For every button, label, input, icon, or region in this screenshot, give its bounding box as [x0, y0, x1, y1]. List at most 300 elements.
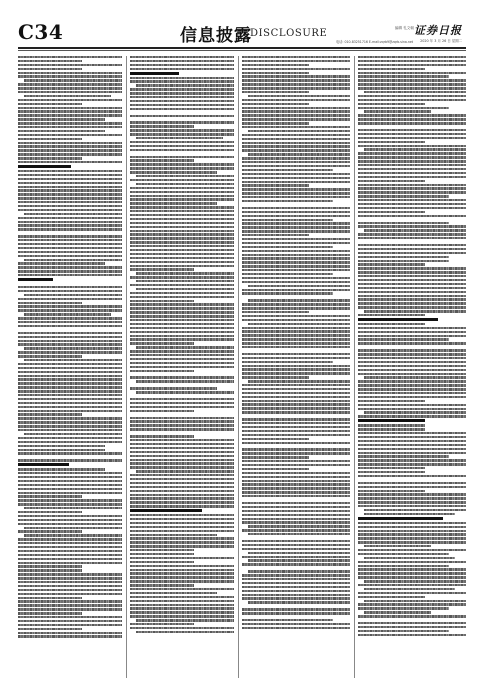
text-line	[242, 91, 309, 93]
text-line	[18, 103, 82, 105]
text-line	[358, 572, 466, 574]
text-line	[18, 138, 82, 140]
text-line	[130, 596, 234, 598]
text-line	[242, 83, 350, 85]
text-line	[18, 565, 82, 567]
text-line	[242, 118, 350, 120]
text-line	[130, 237, 234, 239]
text-line	[358, 68, 425, 70]
text-line	[364, 545, 431, 547]
text-line	[242, 529, 350, 531]
text-line	[358, 122, 466, 124]
text-line	[242, 388, 350, 390]
text-line	[18, 589, 122, 591]
text-line	[18, 247, 122, 249]
text-line	[18, 410, 122, 412]
text-line	[130, 253, 234, 255]
text-line	[358, 184, 466, 186]
text-line	[130, 530, 234, 532]
text-line	[248, 570, 350, 572]
text-line	[130, 490, 234, 492]
text-line	[18, 107, 122, 109]
text-line	[130, 358, 234, 360]
text-line	[358, 215, 466, 217]
text-line	[18, 437, 122, 439]
text-line	[18, 585, 122, 587]
text-line	[358, 440, 466, 442]
text-line	[358, 549, 466, 551]
text-line	[130, 604, 234, 606]
text-line	[358, 256, 449, 258]
heading-line	[358, 318, 438, 321]
text-line	[18, 149, 122, 151]
newspaper-masthead: 证券日报	[414, 24, 462, 37]
text-line	[242, 357, 350, 359]
text-line	[242, 307, 350, 309]
text-line	[24, 95, 111, 97]
text-line	[242, 480, 350, 482]
text-line	[18, 628, 82, 630]
text-line	[18, 530, 82, 532]
text-line	[364, 376, 466, 378]
text-line	[130, 549, 194, 551]
text-line	[18, 255, 122, 257]
text-line	[358, 118, 466, 120]
text-line	[130, 462, 234, 464]
text-line	[242, 483, 350, 485]
text-line	[130, 121, 234, 123]
text-line	[358, 295, 466, 297]
text-line	[242, 188, 350, 190]
text-line	[242, 292, 333, 294]
text-line	[242, 196, 350, 198]
text-line	[242, 142, 350, 144]
text-line	[242, 452, 350, 454]
text-line	[18, 452, 122, 454]
text-line	[364, 148, 466, 150]
text-line	[242, 456, 309, 458]
text-line	[130, 478, 234, 480]
text-line	[242, 234, 309, 236]
text-line	[18, 298, 122, 300]
text-line	[358, 436, 466, 438]
text-line	[358, 592, 466, 594]
text-line	[130, 108, 234, 110]
text-line	[242, 261, 350, 263]
text-line	[358, 388, 466, 390]
text-line	[242, 586, 350, 588]
text-line	[358, 145, 466, 147]
text-line	[242, 608, 350, 610]
text-line	[358, 622, 466, 624]
text-line	[130, 307, 234, 309]
text-line	[136, 84, 234, 86]
text-line	[358, 252, 466, 254]
text-line	[18, 421, 122, 423]
text-line	[18, 186, 122, 188]
section-title: 信息披露	[180, 26, 252, 46]
text-line	[242, 134, 350, 136]
text-line	[358, 522, 466, 524]
text-line	[358, 172, 466, 174]
text-line	[18, 122, 122, 124]
text-line	[358, 428, 425, 430]
text-line	[358, 408, 466, 410]
text-line	[18, 429, 122, 431]
text-line	[364, 580, 466, 582]
text-line	[358, 357, 466, 359]
text-line	[130, 459, 234, 461]
text-line	[18, 197, 122, 199]
text-line	[130, 249, 234, 251]
text-line	[358, 160, 466, 162]
text-line	[242, 594, 350, 596]
text-line	[24, 213, 122, 215]
text-line	[242, 257, 350, 259]
text-line	[18, 573, 122, 575]
text-line	[18, 386, 122, 388]
text-line	[242, 99, 350, 101]
text-line	[130, 60, 234, 62]
text-line	[358, 156, 466, 158]
text-line	[130, 505, 234, 507]
text-line	[358, 568, 466, 570]
text-line	[358, 323, 425, 325]
text-line	[242, 338, 350, 340]
text-line	[130, 303, 234, 305]
text-line	[358, 129, 466, 131]
text-line	[242, 361, 333, 363]
text-line	[24, 507, 122, 509]
text-line	[242, 315, 350, 317]
text-line	[358, 152, 466, 154]
text-line	[18, 134, 122, 136]
text-line	[18, 600, 122, 602]
text-line	[130, 68, 234, 70]
text-line	[242, 518, 350, 520]
text-line	[358, 207, 466, 209]
text-line	[358, 424, 425, 426]
text-line	[358, 396, 466, 398]
text-line	[130, 443, 234, 445]
text-line	[242, 468, 309, 470]
text-line	[242, 502, 350, 504]
text-line	[242, 157, 350, 159]
text-line	[130, 342, 194, 344]
text-line	[130, 104, 234, 106]
text-line	[242, 384, 350, 386]
text-line	[242, 514, 350, 516]
text-line	[242, 211, 350, 213]
text-line	[130, 474, 234, 476]
text-line	[242, 623, 350, 625]
text-line	[18, 99, 122, 101]
text-line	[130, 145, 234, 147]
text-line	[242, 254, 350, 256]
text-line	[242, 79, 350, 81]
text-line	[130, 497, 234, 499]
text-line	[18, 449, 105, 451]
text-line	[18, 286, 122, 288]
text-line	[358, 64, 466, 66]
text-line	[18, 632, 122, 634]
text-line	[358, 615, 466, 617]
text-line	[130, 569, 234, 571]
text-line	[242, 376, 309, 378]
text-line	[130, 410, 194, 412]
text-line	[242, 149, 350, 151]
text-line	[358, 561, 466, 563]
text-line	[242, 418, 350, 420]
text-line	[18, 351, 122, 353]
text-line	[18, 83, 122, 85]
text-line	[18, 382, 122, 384]
text-line	[18, 394, 122, 396]
text-line	[130, 311, 234, 313]
text-line	[242, 422, 350, 424]
text-line	[18, 56, 122, 58]
text-line	[130, 541, 234, 543]
text-line	[136, 137, 223, 139]
text-line	[358, 225, 466, 227]
text-line	[18, 110, 122, 112]
text-line	[18, 243, 122, 245]
text-line	[242, 392, 350, 394]
text-line	[358, 99, 466, 101]
text-line	[358, 526, 466, 528]
text-line	[242, 192, 350, 194]
text-line	[130, 64, 234, 66]
text-line	[130, 451, 234, 453]
text-line	[130, 522, 234, 524]
text-line	[130, 115, 234, 117]
text-line	[18, 546, 122, 548]
text-line	[358, 369, 466, 371]
text-line	[136, 272, 234, 274]
text-line	[358, 630, 449, 632]
text-line	[18, 262, 105, 264]
text-line	[130, 557, 234, 559]
text-line	[242, 464, 350, 466]
text-line	[18, 499, 122, 501]
text-line	[130, 350, 234, 352]
text-column-1	[18, 56, 122, 678]
text-line	[18, 542, 122, 544]
text-line	[130, 417, 234, 419]
heading-line	[18, 165, 71, 168]
text-line	[18, 375, 122, 377]
text-line	[242, 230, 350, 232]
text-line	[18, 91, 122, 93]
text-line	[130, 623, 194, 625]
text-line	[242, 126, 350, 128]
text-line	[18, 161, 122, 163]
text-line	[130, 163, 234, 165]
text-line	[358, 584, 466, 586]
text-line	[242, 619, 333, 621]
text-line	[130, 245, 234, 247]
text-line	[18, 635, 122, 637]
text-line	[18, 209, 122, 211]
text-line	[358, 287, 466, 289]
text-line	[358, 137, 466, 139]
text-line	[358, 114, 466, 116]
text-line	[358, 603, 466, 605]
page-number: C34	[18, 20, 64, 44]
text-line	[358, 541, 466, 543]
text-line	[18, 75, 122, 77]
text-line	[358, 180, 425, 182]
text-line	[130, 206, 234, 208]
text-line	[364, 509, 466, 511]
text-line	[18, 178, 122, 180]
text-line	[18, 577, 122, 579]
text-line	[242, 563, 350, 565]
text-line	[130, 526, 234, 528]
text-line	[358, 72, 466, 74]
text-line	[18, 468, 105, 470]
text-line	[248, 323, 350, 325]
text-line	[358, 607, 449, 609]
text-line	[358, 530, 466, 532]
text-line	[358, 373, 466, 375]
text-line	[130, 331, 234, 333]
text-line	[130, 195, 234, 197]
heading-line	[130, 72, 179, 75]
text-line	[24, 259, 122, 261]
text-line	[358, 380, 466, 382]
text-line	[18, 472, 122, 474]
text-line	[358, 626, 466, 628]
text-line	[242, 430, 350, 432]
text-column-2	[130, 56, 234, 678]
text-line	[248, 380, 350, 382]
text-line	[18, 157, 82, 159]
section-subtitle: DISCLOSURE	[250, 28, 328, 39]
text-line	[18, 274, 122, 276]
text-line	[364, 110, 431, 112]
text-line	[358, 463, 466, 465]
text-line	[130, 233, 234, 235]
text-line	[18, 68, 82, 70]
text-line	[358, 361, 466, 363]
text-line	[18, 270, 122, 272]
text-line	[242, 269, 350, 271]
text-line	[18, 425, 122, 427]
text-line	[18, 558, 122, 560]
text-line	[358, 471, 425, 473]
text-line	[242, 60, 350, 62]
text-line	[18, 612, 82, 614]
text-line	[18, 390, 122, 392]
heading-line	[130, 509, 202, 512]
text-line	[242, 460, 350, 462]
text-line	[242, 346, 350, 348]
text-line	[130, 627, 234, 629]
text-line	[242, 222, 350, 224]
text-line	[242, 597, 350, 599]
text-line	[18, 378, 122, 380]
text-line	[136, 391, 234, 393]
text-line	[136, 631, 234, 633]
text-line	[130, 376, 234, 378]
text-line	[130, 615, 234, 617]
text-line	[242, 403, 350, 405]
text-line	[364, 411, 466, 413]
text-line	[242, 411, 350, 413]
text-line	[248, 299, 350, 301]
text-line	[18, 251, 122, 253]
text-column-3	[242, 56, 350, 678]
text-line	[242, 289, 350, 291]
text-line	[136, 288, 234, 290]
text-line	[136, 183, 234, 185]
text-line	[242, 434, 350, 436]
text-line	[130, 387, 217, 389]
text-line	[242, 544, 350, 546]
text-line	[358, 168, 466, 170]
text-line	[242, 184, 309, 186]
text-line	[358, 493, 466, 495]
text-line	[18, 581, 122, 583]
text-line	[358, 87, 466, 89]
text-line	[358, 455, 449, 457]
text-line	[242, 476, 350, 478]
text-line	[130, 125, 194, 127]
text-line	[18, 305, 122, 307]
text-line	[130, 191, 234, 193]
text-line	[242, 114, 350, 116]
text-line	[242, 181, 350, 183]
text-line	[130, 133, 234, 135]
text-line	[358, 141, 425, 143]
text-line	[242, 540, 350, 542]
text-line	[242, 556, 350, 558]
text-line	[130, 241, 234, 243]
text-line	[130, 149, 234, 151]
text-line	[358, 400, 425, 402]
text-line	[358, 211, 425, 213]
text-line	[364, 513, 455, 515]
text-line	[18, 118, 105, 120]
text-line	[18, 413, 82, 415]
text-line	[18, 519, 122, 521]
text-line	[242, 426, 350, 428]
text-line	[18, 317, 122, 319]
text-line	[18, 266, 122, 268]
text-line	[130, 141, 234, 143]
text-line	[130, 370, 194, 372]
text-line	[18, 495, 82, 497]
text-line	[130, 338, 234, 340]
text-line	[136, 175, 234, 177]
text-line	[130, 354, 234, 356]
text-line	[18, 60, 82, 62]
text-line	[130, 335, 234, 337]
text-line	[242, 107, 350, 109]
text-line	[242, 246, 333, 248]
text-line	[242, 311, 309, 313]
text-line	[358, 565, 449, 567]
text-line	[358, 537, 466, 539]
text-line	[18, 484, 122, 486]
text-line	[18, 417, 122, 419]
text-line	[358, 444, 466, 446]
text-line	[18, 608, 122, 610]
text-line	[364, 310, 466, 312]
text-line	[18, 402, 122, 404]
text-line	[18, 523, 122, 525]
